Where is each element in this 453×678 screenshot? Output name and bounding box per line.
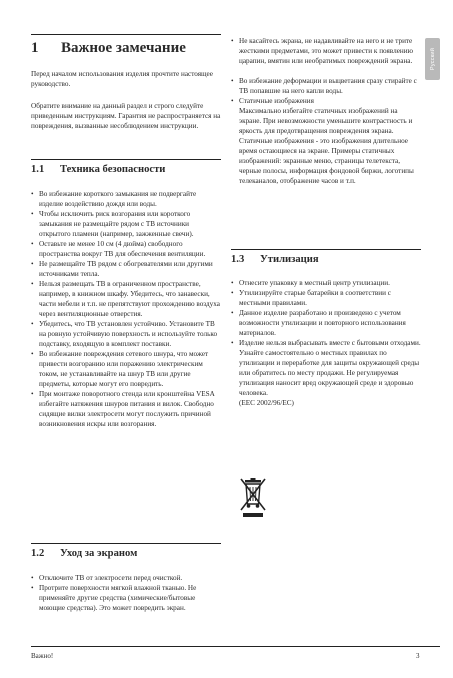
section-1-3-heading bbox=[231, 254, 319, 265]
page-number: 3 bbox=[416, 652, 420, 660]
list-item: • Статичные изображения bbox=[231, 96, 421, 106]
list-item: • Отключите ТВ от электросети перед очисткой. bbox=[31, 573, 221, 583]
section-1-2-rule bbox=[31, 543, 221, 544]
list-item: • Не размещайте ТВ рядом с обогревателями или другими источниками тепла. bbox=[31, 259, 221, 279]
screen-care-list bbox=[31, 573, 221, 613]
disposal-list bbox=[231, 278, 421, 408]
list-item: • Во избежание повреждения сетевого шнура, что может привести возгоранию или поражению электрическим током, не устанавливайте на шнур ТВ или другие предметы, которые могут его повредить. bbox=[31, 349, 221, 389]
list-item: • Убедитесь, что ТВ установлен устойчиво. Установите ТВ на ровную устойчивую поверхность и используйте только подставку, входящую в комплект поставки. bbox=[31, 319, 221, 349]
list-item: • Утилизируйте старые батарейки в соответствии с местными правилами. bbox=[231, 288, 421, 308]
footer-label: Важно! bbox=[31, 652, 54, 660]
list-item: • Во избежание деформации и выцветания сразу стирайте с ТВ попавшие на него капли воды. bbox=[231, 76, 421, 96]
section-1-3-number: 1.3 bbox=[231, 254, 245, 265]
chapter-number: 1 bbox=[31, 40, 39, 56]
screen-care-list-continued bbox=[231, 36, 421, 186]
chapter-intro: Перед началом использования изделия прочтите настоящее руководство. bbox=[31, 70, 213, 88]
list-item: • Нельзя размещать ТВ в ограниченном пространстве, например, в книжном шкафу. Убедитесь, что занавески, части мебели и т.п. не препятствуют прохождению воздуха через вентиляционные отверстия. bbox=[31, 279, 221, 319]
list-item: • Оставьте не менее 10 см (4 дюйма) свободного пространства вокруг ТВ для обеспечения вентиляции. bbox=[31, 239, 221, 259]
section-1-3-title: Утилизация bbox=[260, 254, 319, 265]
chapter-title: Важное замечание bbox=[61, 40, 186, 56]
crossed-out-wheeled-bin-icon bbox=[238, 477, 268, 519]
chapter-top-rule bbox=[31, 34, 221, 35]
list-item: • Отнесите упаковку в местный центр утилизации. bbox=[231, 278, 421, 288]
section-1-2-heading bbox=[31, 548, 137, 559]
footer-rule bbox=[31, 646, 440, 647]
section-1-1-number: 1.1 bbox=[31, 164, 45, 175]
list-item: • Не касайтесь экрана, не надавливайте на него и не трите жесткими предметами, это может привести к появлению царапин, вмятин или необратимых повреждений экрана. bbox=[231, 36, 421, 66]
list-item-continuation: Максимально избегайте статичных изображений на экране. При невозможности уменьшите контрастность и яркость для предотвращения повреждения экрана. Статичные изображения - это изображения длительное время остающиеся на экране. Примеры статичных изображений: экранные меню, страницы телетекста, черные полосы, информация фондовой биржи, логотипы телеканалов, отображение часов и т.п. bbox=[239, 107, 414, 185]
section-1-1-heading bbox=[31, 164, 165, 175]
list-item: • Изделие нельзя выбрасывать вместе с бытовыми отходами. Узнайте самостоятельно о местных правилах по утилизации и переработке для защиты окружающей среды или обратитесь по месту продажи. Не регулируемая утилизация наносит вред окружающей среде и здоровью человека. bbox=[231, 338, 421, 398]
section-1-1-title: Техника безопасности bbox=[60, 164, 166, 175]
list-item: • Во избежание короткого замыкания не подвергайте изделие воздействию дождя или воды. bbox=[31, 189, 221, 209]
chapter-warning: Обратите внимание на данный раздел и строго следуйте приведенным инструкциям. Гарантия не распространяется на повреждения, вызванные несоблюдением инструкции. bbox=[31, 102, 221, 130]
section-1-2-number: 1.2 bbox=[31, 548, 45, 559]
section-1-2-title: Уход за экраном bbox=[60, 548, 138, 559]
language-tab bbox=[425, 38, 440, 80]
section-1-3-rule bbox=[231, 249, 421, 250]
language-tab-label: Русский bbox=[429, 47, 436, 71]
directive-code: (EEC 2002/96/EC) bbox=[239, 399, 294, 407]
list-item: • Протрите поверхности мягкой влажной тканью. Не применяйте другие средства (химические/бытовые моющие средства). Это может повредить экран. bbox=[31, 583, 221, 613]
list-item: • Данное изделие разработано и произведено с учетом возможности утилизации и повторного использования материалов. bbox=[231, 308, 421, 338]
chapter-heading bbox=[31, 40, 186, 57]
safety-list bbox=[31, 189, 221, 429]
list-item: • При монтаже поворотного стенда или кронштейна VESA избегайте натяжения шнуров питания и вилок. Свободно сидящие вилки электросети могут послужить причиной возникновения искры или возгорания. bbox=[31, 389, 221, 429]
section-1-1-rule bbox=[31, 159, 221, 160]
list-item: • Чтобы исключить риск возгорания или короткого замыкания не размещайте рядом с ТВ источники открытого пламени (например, зажженные свечи). bbox=[31, 209, 221, 239]
